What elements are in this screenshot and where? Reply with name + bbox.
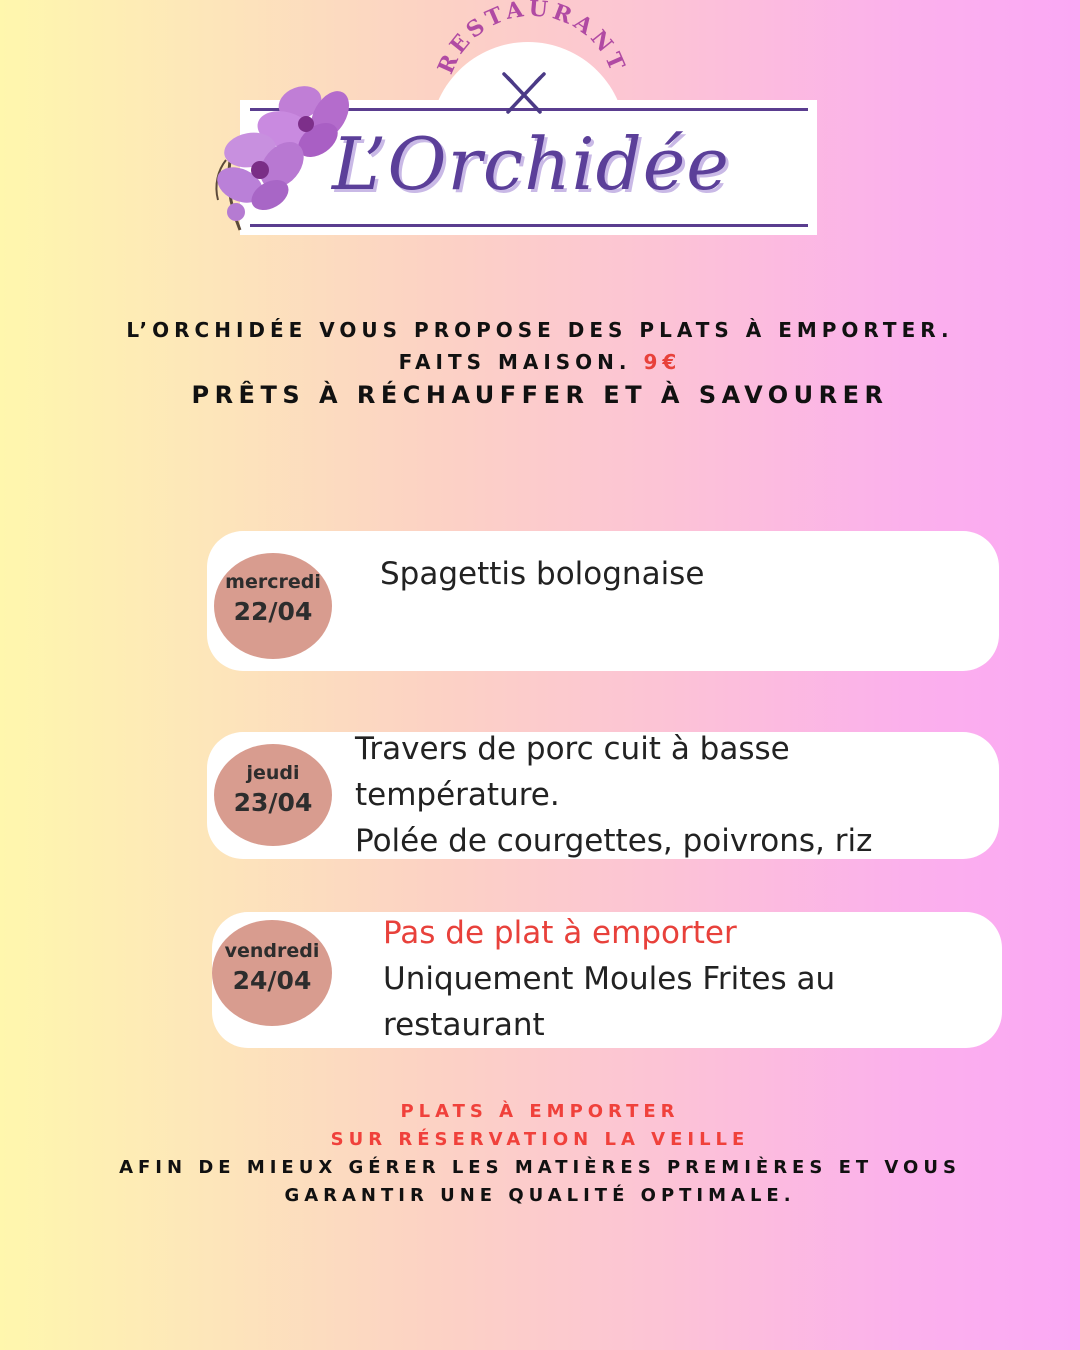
dish-line: Uniquement Moules Frites au [383, 961, 836, 997]
intro-line-3: PRÊTS À RÉCHAUFFER ET À SAVOURER [191, 381, 889, 409]
date-day: jeudi [246, 762, 300, 784]
date-number: 23/04 [233, 788, 313, 817]
date-day: mercredi [225, 571, 321, 593]
restaurant-logo [0, 0, 1080, 250]
dish-thursday [355, 726, 872, 864]
cutlery-icon [504, 74, 544, 112]
date-badge-friday [212, 920, 332, 1026]
intro-line-1: L’ORCHIDÉE VOUS PROPOSE DES PLATS À EMPORTER. [126, 318, 954, 342]
dish-line: Spagettis bolognaise [380, 556, 705, 592]
logo-arc-text: RESTAURANT [432, 0, 632, 78]
date-badge-wednesday [214, 553, 332, 659]
date-number: 22/04 [233, 597, 313, 626]
footer-line-3: AFIN DE MIEUX GÉRER LES MATIÈRES PREMIÈRES ET VOUS [119, 1157, 961, 1178]
intro-line-2 [0, 350, 1080, 374]
footer-line-1: PLATS À EMPORTER [400, 1101, 680, 1122]
dish-line: Polée de courgettes, poivrons, riz [355, 823, 873, 859]
dish-line: Travers de porc cuit à basse [355, 731, 790, 767]
footer-line-4: GARANTIR UNE QUALITÉ OPTIMALE. [284, 1185, 796, 1206]
price-label: 9€ [643, 350, 682, 374]
intro-line-2-text: FAITS MAISON. [398, 350, 632, 374]
dish-line: restaurant [383, 1007, 545, 1043]
footer-line-2: SUR RÉSERVATION LA VEILLE [330, 1129, 750, 1150]
date-number: 24/04 [232, 966, 312, 995]
date-day: vendredi [224, 940, 320, 962]
restaurant-name: L’Orchidée [332, 122, 730, 206]
dish-line: température. [355, 777, 560, 813]
dish-friday [383, 910, 835, 1048]
date-badge-thursday [214, 744, 332, 846]
dish-wednesday [380, 551, 704, 597]
dish-notice: Pas de plat à emporter [383, 915, 737, 951]
